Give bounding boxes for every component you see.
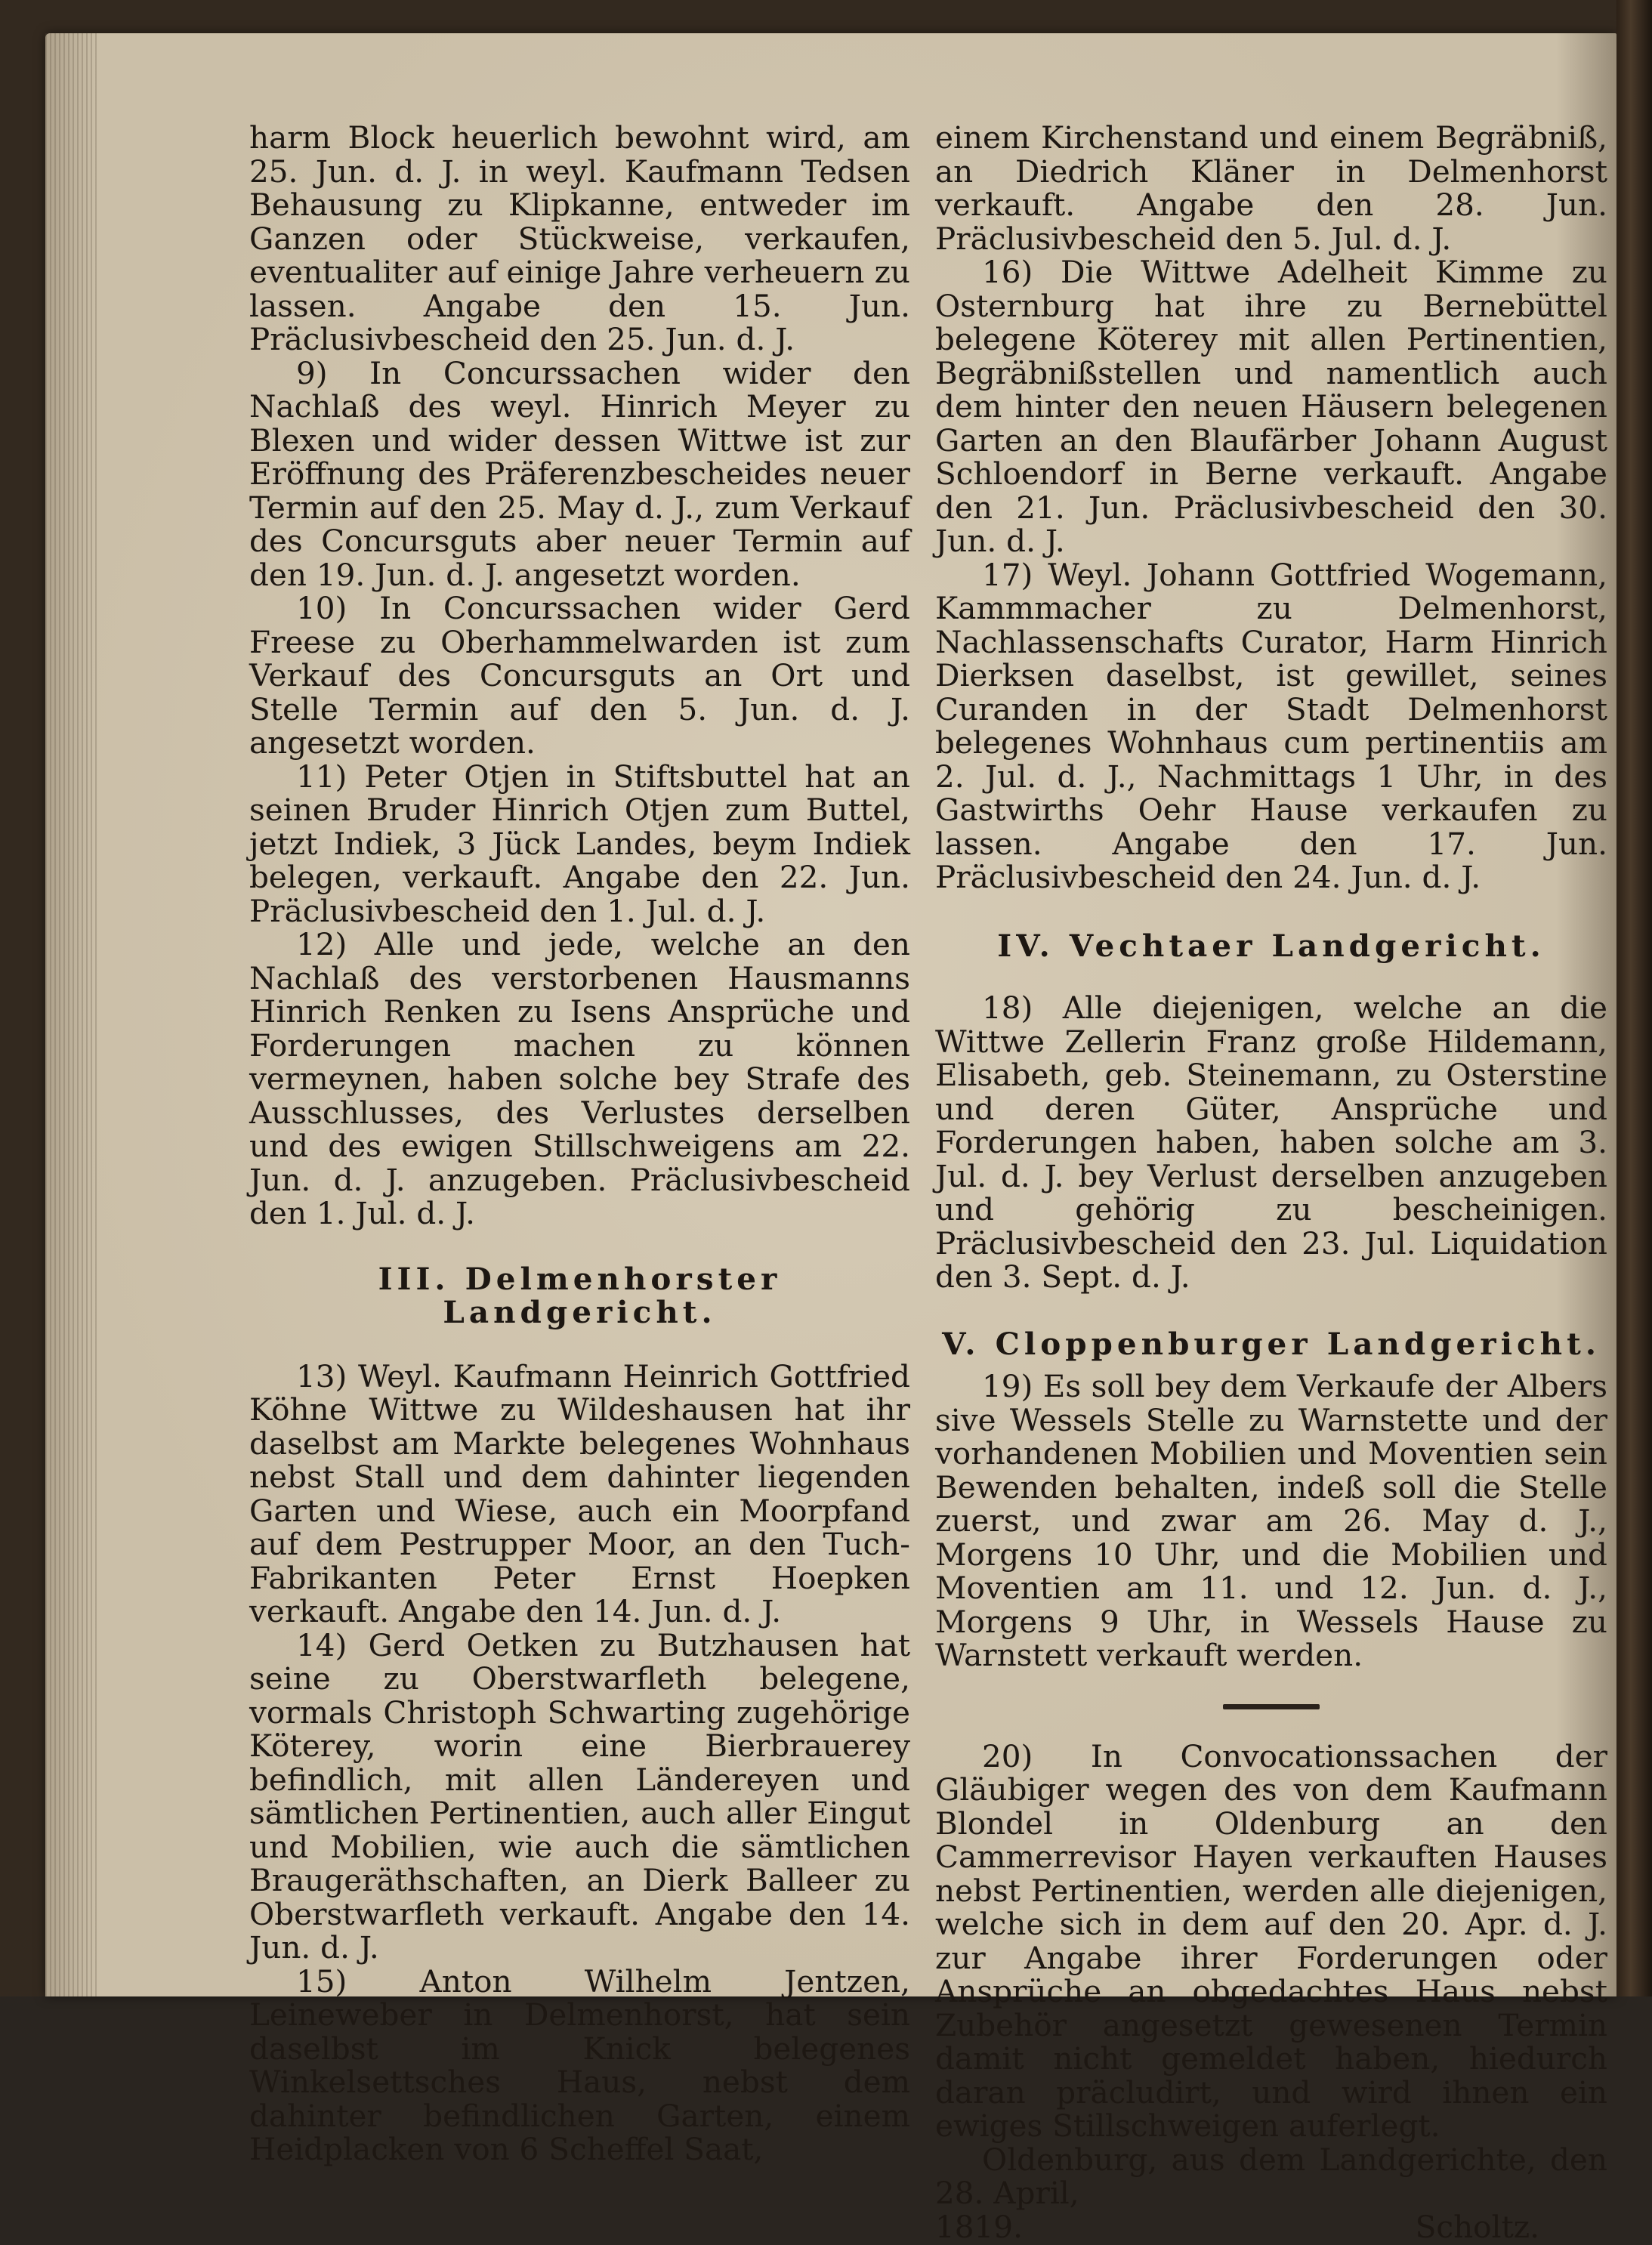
signature-year: 1819. xyxy=(935,2208,1023,2245)
entry-12: 12) Alle und jede, welche an den Nachlaß des verstorbenen Hausmanns Hinrich Renken zu Isens Ansprüche und Forderungen machen zu können vermeynen, haben solche bey Strafe des Ausschlusses, des Verlustes derselben und des ewigen Stillschweigens am 22. Jun. d. J. anzugeben. Präclusivbescheid den 1. Jul. d. J. xyxy=(249,926,910,1231)
entry-11: 11) Peter Otjen in Stiftsbuttel hat an seinen Bruder Hinrich Otjen zum Buttel, jetzt Indiek, 3 Jück Landes, beym Indiek belegen, verkauft. Angabe den 22. Jun. Präclusivbescheid den 1. Jul. d. J. xyxy=(249,758,910,929)
entry-18: 18) Alle diejenigen, welche an die Wittwe Zellerin Franz große Hildemann, Elisabeth, geb. Steinemann, zu Osterstine und deren Güter, Ansprüche und Forderungen haben, haben solche am 3. Jul. d. J. bey Verlust derselben anzugeben und gehörig zu bescheinigen. Präclusivbescheid den 23. Jul. Liquidation den 3. Sept. d. J. xyxy=(935,990,1607,1295)
entry-19: 19) Es soll bey dem Verkaufe der Albers sive Wessels Stelle zu Warnstette und der vorhandenen Mobilien und Moventien sein Bewenden behalten, indeß soll die Stelle zuerst, und zwar am 26. May d. J., Morgens 10 Uhr, und die Mobilien und Moventien am 11. und 12. Jun. d. J., Morgens 9 Uhr, in Wessels Hause zu Warnstett verkauft werden. xyxy=(935,1368,1607,1673)
dateline: Oldenburg, aus dem Landgerichte, den 28. April, xyxy=(935,2141,1607,2211)
signature-line xyxy=(935,2210,1607,2244)
entry-15: 15) Anton Wilhelm Jentzen, Leineweber in Delmenhorst, hat sein daselbst im Knick belegenes Winkelsettsches Haus, nebst dem dahinter befindlichen Garten, einem Heidplacken von 6 Scheffel Saat, xyxy=(249,1962,910,2167)
section-heading-delmenhorst: III. Delmenhorster Landgericht. xyxy=(378,1260,782,1330)
book-spine xyxy=(1616,0,1652,1996)
entry-14: 14) Gerd Oetken zu Butzhausen hat seine zu Oberstwarfleth belegene, vormals Christoph Schwarting zugehörige Köterey, worin eine Bierbrauerey befindlich, mit allen Ländereyen und sämtlichen Pertinentien, auch aller Eingut und Mobilien, wie auch die sämtlichen Braugeräthschaften, an Dierk Balleer zu Oberstwarfleth verkauft. Angabe den 14. Jun. d. J. xyxy=(249,1626,910,1966)
entry-10: 10) In Concurssachen wider Gerd Freese zu Oberhammelwarden ist zum Verkauf des Concursguts an Ort und Stelle Termin auf den 5. Jun. d. J. angesetzt worden. xyxy=(249,590,910,761)
page-edge-stack xyxy=(45,33,98,1996)
right-column xyxy=(935,121,1607,2243)
paragraph-continuation: harm Block heuerlich bewohnt wird, am 25. Jun. d. J. in weyl. Kaufmann Tedsen Behausung zu Klipkanne, entweder im Ganzen oder Stückweise, verkaufen, eventualiter auf einige Jahre verheuern zu lassen. Angabe den 15. Jun. Präclusivbescheid den 25. Jun. d. J. xyxy=(249,119,910,357)
left-column xyxy=(249,121,910,2166)
entry-9: 9) In Concurssachen wider den Nachlaß des weyl. Hinrich Meyer zu Blexen und wider dessen Wittwe ist zur Eröffnung des Präferenzbescheides neuer Termin auf den 25. May d. J., zum Verkauf des Concursguts aber neuer Termin auf den 19. Jun. d. J. angesetzt worden. xyxy=(249,354,910,593)
section-heading-cloppenburg: V. Cloppenburger Landgericht. xyxy=(942,1325,1601,1362)
paragraph-continuation: einem Kirchenstand und einem Begräbniß, an Diedrich Kläner in Delmenhorst verkauft. Angabe den 28. Jun. Präclusivbescheid den 5. Jul. d. J. xyxy=(935,119,1607,257)
entry-16: 16) Die Wittwe Adelheit Kimme zu Osternburg hat ihre zu Bernebüttel belegene Köterey mit allen Pertinentien, Begräbnißstellen und namentlich auch dem hinter den neuen Häusern belegenen Garten an den Blaufärber Johann August Schloendorf in Berne verkauft. Angabe den 21. Jun. Präclusivbescheid den 30. Jun. d. J. xyxy=(935,254,1607,559)
entry-17: 17) Weyl. Johann Gottfried Wogemann, Kammmacher zu Delmenhorst, Nachlassenschafts Curator, Harm Hinrich Dierksen daselbst, ist gewillet, seines Curanden in der Stadt Delmenhorst belegenes Wohnhaus cum pertinentiis am 2. Jul. d. J., Nachmittags 1 Uhr, in des Gastwirths Oehr Hause verkaufen zu lassen. Angabe den 17. Jun. Präclusivbescheid den 24. Jun. d. J. xyxy=(935,556,1607,895)
section-heading-vechta: IV. Vechtaer Landgericht. xyxy=(997,927,1545,964)
signature-name: Scholtz. xyxy=(1415,2208,1539,2245)
entry-20: 20) In Convocationssachen der Gläubiger wegen des von dem Kaufmann Blondel in Oldenburg an den Cammerrevisor Hayen verkauften Hauses nebst Pertinentien, werden alle diejenigen, welche sich in dem auf den 20. Apr. d. J. zur Angabe ihrer Forderungen oder Ansprüche an obgedachtes Haus nebst Zubehör angesetzt gewesenen Termin damit nicht gemeldet haben, hiedurch daran präcludirt, und wird ihnen ein ewiges Stillschweigen auferlegt. xyxy=(935,1737,1607,2144)
section-divider xyxy=(1223,1704,1320,1709)
entry-13: 13) Weyl. Kaufmann Heinrich Gottfried Köhne Wittwe zu Wildeshausen hat ihr daselbst am Markte belegenes Wohnhaus nebst Stall und dem dahinter liegenden Garten und Wiese, auch ein Moorpfand auf dem Pestrupper Moor, an den Tuch-Fabrikanten Peter Ernst Hoepken verkauft. Angabe den 14. Jun. d. J. xyxy=(249,1357,910,1629)
